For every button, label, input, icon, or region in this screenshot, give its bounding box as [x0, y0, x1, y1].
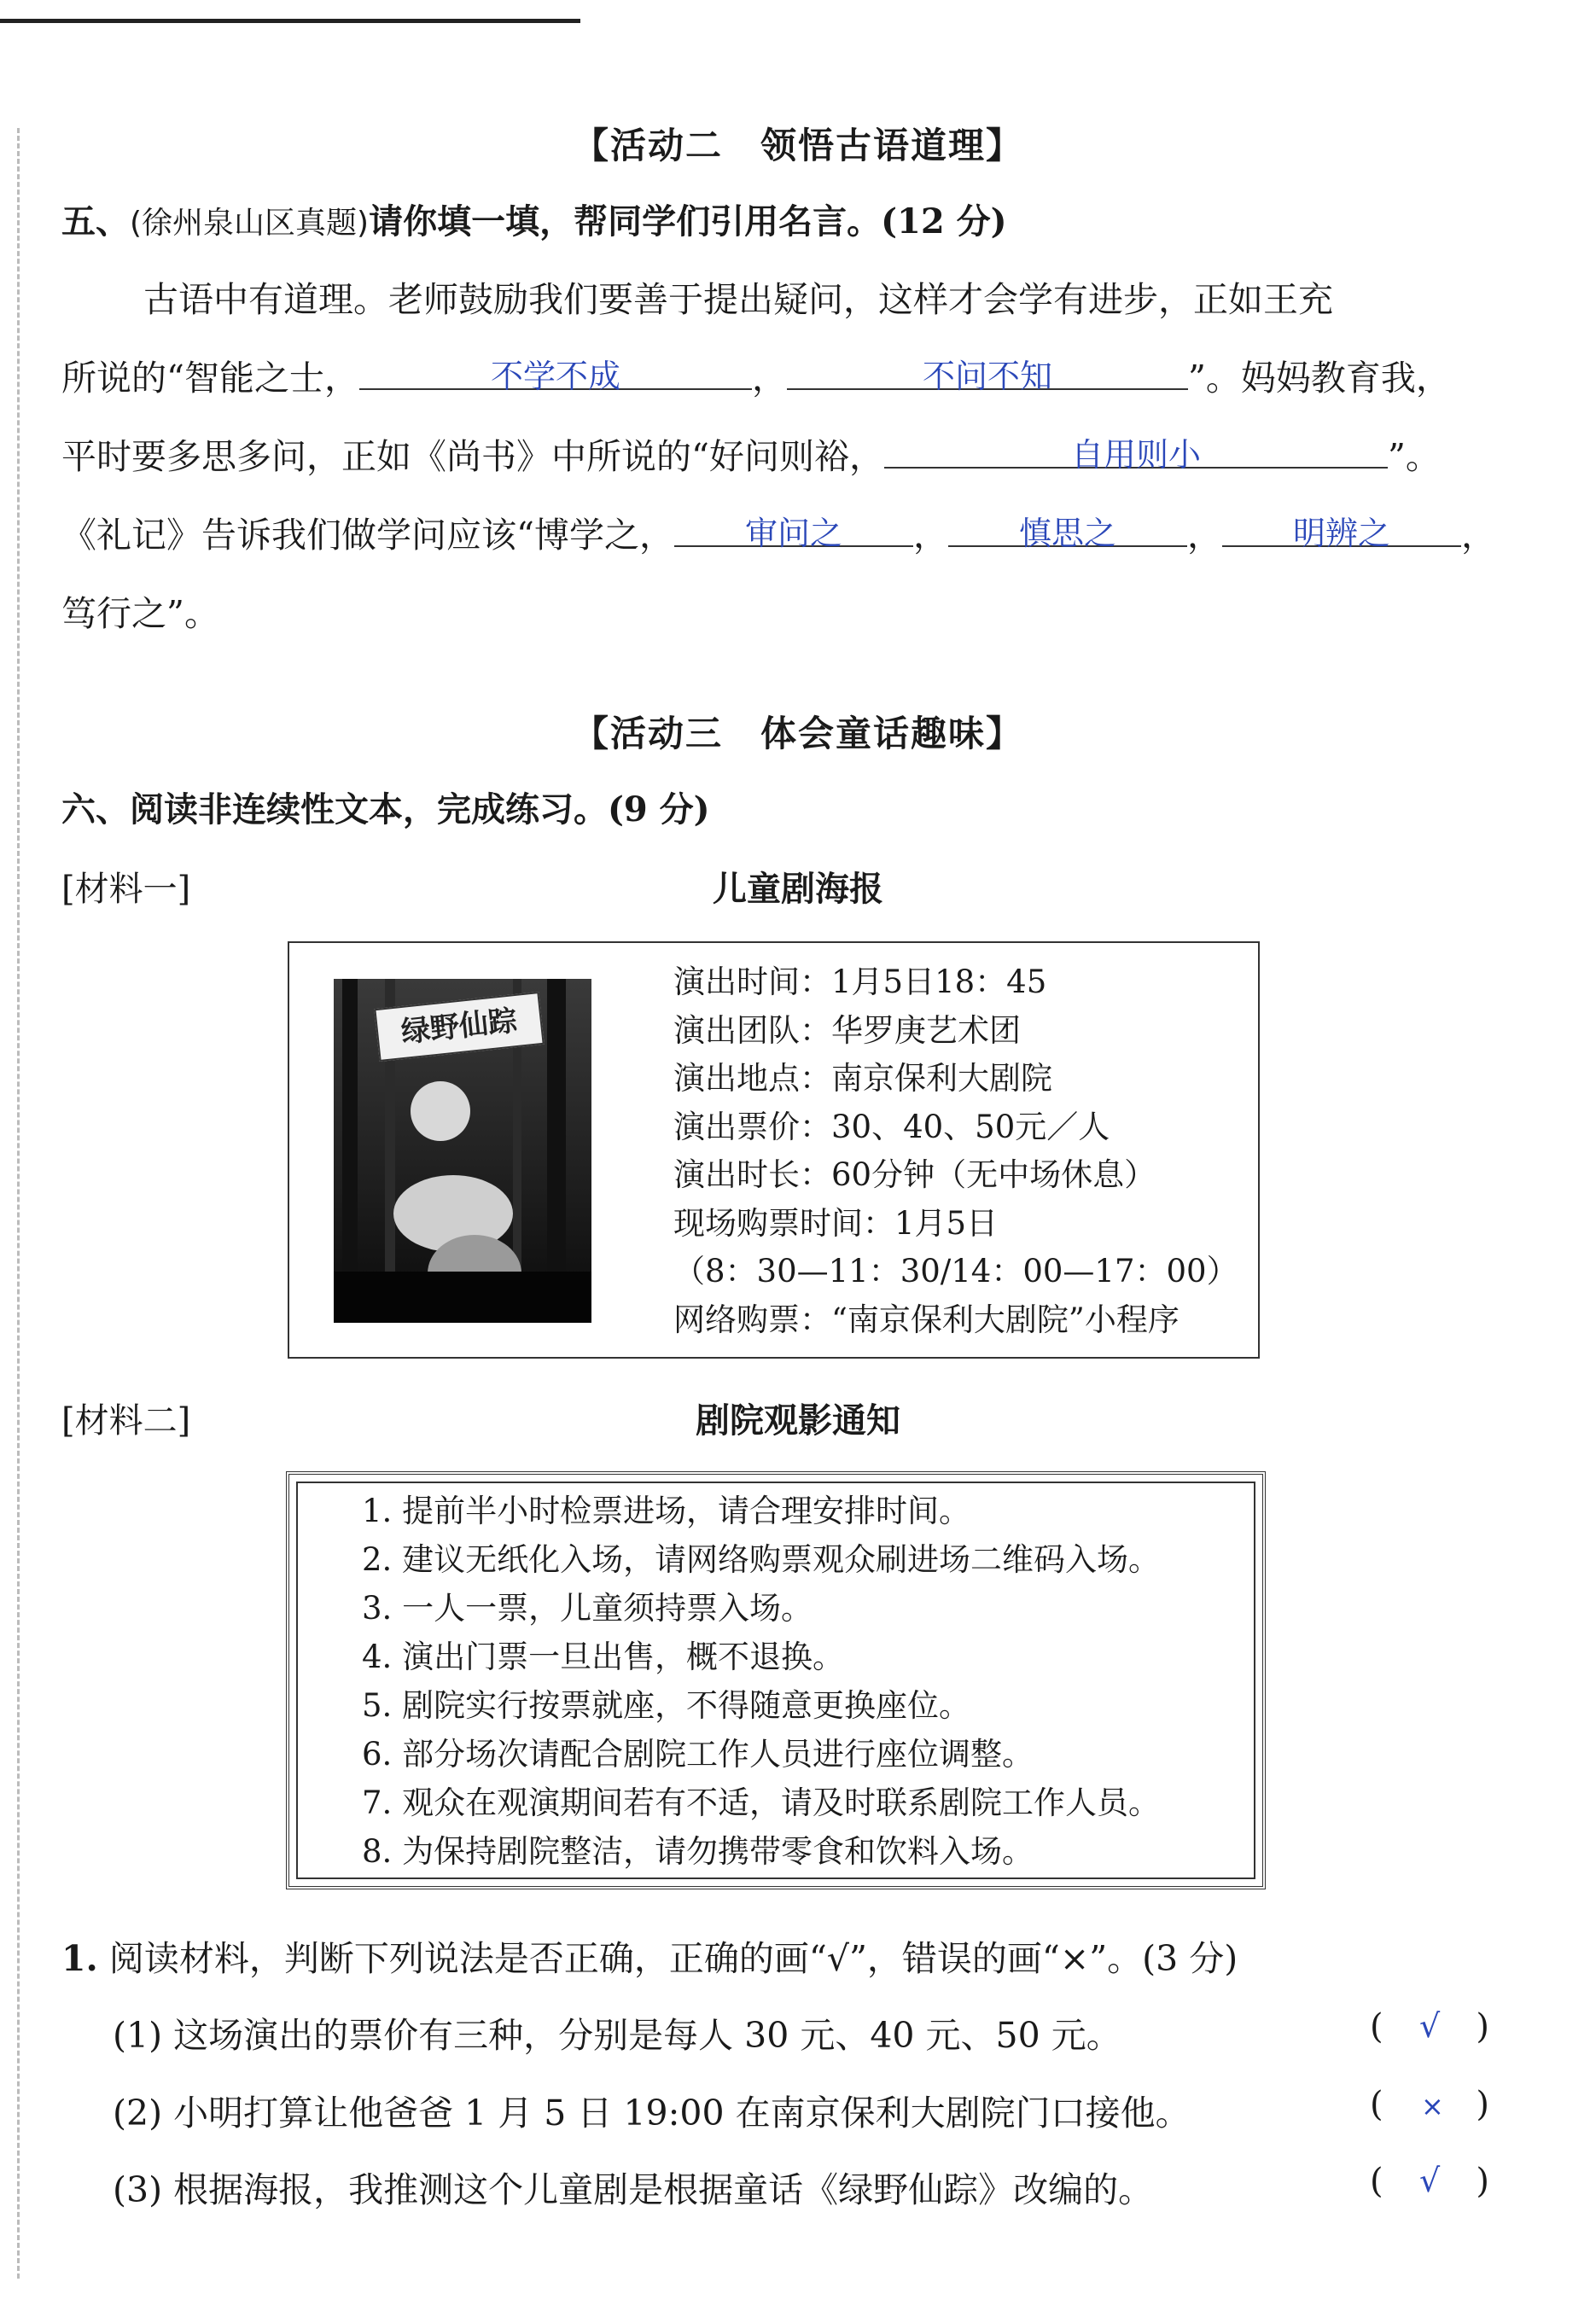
rule-item: 6. 部分场次请配合剧院工作人员进行座位调整。 [362, 1736, 1034, 1773]
blank-5[interactable] [948, 509, 1187, 552]
rule-item: 2. 建议无纸化入场，请网络购票观众刷进场二维码入场。 [362, 1541, 1161, 1578]
q6-heading: 六、阅读非连续性文本，完成练习。(9 分) [61, 789, 710, 830]
answer-3: 自用则小 [1070, 436, 1201, 474]
poster-box [288, 941, 1260, 1359]
poster-image [334, 979, 591, 1323]
q5-line4: 《礼记》告诉我们做学问应该“博学之， 审问之 ， 慎思之 ， 明辨之 ， [61, 496, 1529, 574]
blank-3[interactable] [884, 431, 1388, 474]
blank-4[interactable] [674, 509, 913, 552]
q1-heading [61, 1930, 1238, 1981]
answer-6: 明辨之 [1292, 515, 1390, 552]
rule-item: 1. 提前半小时检票进场，请合理安排时间。 [362, 1493, 971, 1529]
info-onsite-ticket: 现场购票时间：1月5日 [673, 1204, 999, 1242]
q1-number: 1. [61, 1938, 98, 1979]
cross-mark-2: × [1421, 2090, 1444, 2122]
check-mark-1: √ [1419, 2007, 1441, 2045]
rule-item: 7. 观众在观演期间若有不适，请及时联系剧院工作人员。 [362, 1784, 1161, 1821]
q5-line5: 笃行之”。 [61, 593, 219, 634]
material1-title: 儿童剧海报 [713, 869, 883, 909]
q5-number: 五、 [61, 201, 130, 242]
info-team: 演出团队：华罗庚艺术团 [673, 1011, 1021, 1049]
rule-item: 4. 演出门票一旦出售，概不退换。 [362, 1639, 845, 1675]
info-venue: 演出地点：南京保利大剧院 [673, 1060, 1052, 1097]
q1-item-3: (3) 根据海报，我推测这个儿童剧是根据童话《绿野仙踪》改编的。 [113, 2169, 1154, 2210]
q5-prompt: 请你填一填，帮同学们引用名言。(12 分) [369, 201, 1007, 242]
answer-5: 慎思之 [1018, 515, 1116, 552]
activity2-title: 【活动二 领悟古语道理】 [572, 125, 1023, 166]
q1-item-2: (2) 小明打算让他爸爸 1 月 5 日 19:00 在南京保利大剧院门口接他。 [113, 2093, 1191, 2134]
blank-6[interactable] [1222, 509, 1461, 552]
q5-passage [61, 260, 1529, 653]
material2-label: [材料二] [61, 1401, 191, 1441]
answer-1: 不学不成 [490, 358, 620, 395]
notice-rules [362, 1487, 1160, 1876]
poster-title: 绿野仙踪 [374, 992, 544, 1062]
info-online-ticket: 网络购票：“南京保利大剧院”小程序 [673, 1301, 1180, 1338]
q1-item-1: (1) 这场演出的票价有三种，分别是每人 30 元、40 元、50 元。 [113, 2015, 1121, 2056]
q1-prompt: 阅读材料，判断下列说法是否正确，正确的画“√”，错误的画“×”。(3 分) [108, 1938, 1238, 1979]
rule-item: 5. 剧院实行按票就座，不得随意更换座位。 [362, 1687, 971, 1724]
material1-label: [材料一] [61, 870, 191, 909]
answer-4: 审问之 [744, 515, 842, 552]
info-onsite-hours: （8：30—11：30/14：00—17：00） [673, 1253, 1238, 1289]
top-rule [0, 19, 580, 23]
check-mark-3: √ [1419, 2162, 1441, 2199]
rule-item: 3. 一人一票，儿童须持票入场。 [362, 1590, 813, 1627]
activity3-title: 【活动三 体会童话趣味】 [572, 713, 1023, 754]
info-time: 演出时间：1月5日18：45 [673, 963, 1047, 1000]
info-duration: 演出时长：60分钟（无中场休息） [673, 1156, 1156, 1193]
info-price: 演出票价：30、40、50元／人 [673, 1108, 1110, 1145]
blank-2[interactable] [787, 352, 1188, 395]
material2-title: 剧院观影通知 [696, 1400, 900, 1441]
q5-line2: 所说的“智能之士， 不学不成 ， 不问不知 ”。妈妈教育我， [61, 339, 1529, 417]
answer-2: 不问不知 [922, 358, 1052, 395]
rule-item: 8. 为保持剧院整洁，请勿携带零食和饮料入场。 [362, 1833, 1034, 1870]
girl-figure-icon [411, 1081, 470, 1141]
q5-line1: 古语中有道理。老师鼓励我们要善于提出疑问，这样才会学有进步，正如王充 [143, 279, 1333, 320]
notice-box [286, 1471, 1266, 1889]
blank-1[interactable] [359, 352, 752, 395]
q5-heading [61, 195, 1007, 243]
binding-line [17, 128, 20, 2279]
poster-info [673, 958, 1238, 1344]
q5-line3: 平时要多思多问，正如《尚书》中所说的“好问则裕， 自用则小 ”。 [61, 417, 1529, 496]
q5-source: (徐州泉山区真题) [130, 206, 370, 241]
